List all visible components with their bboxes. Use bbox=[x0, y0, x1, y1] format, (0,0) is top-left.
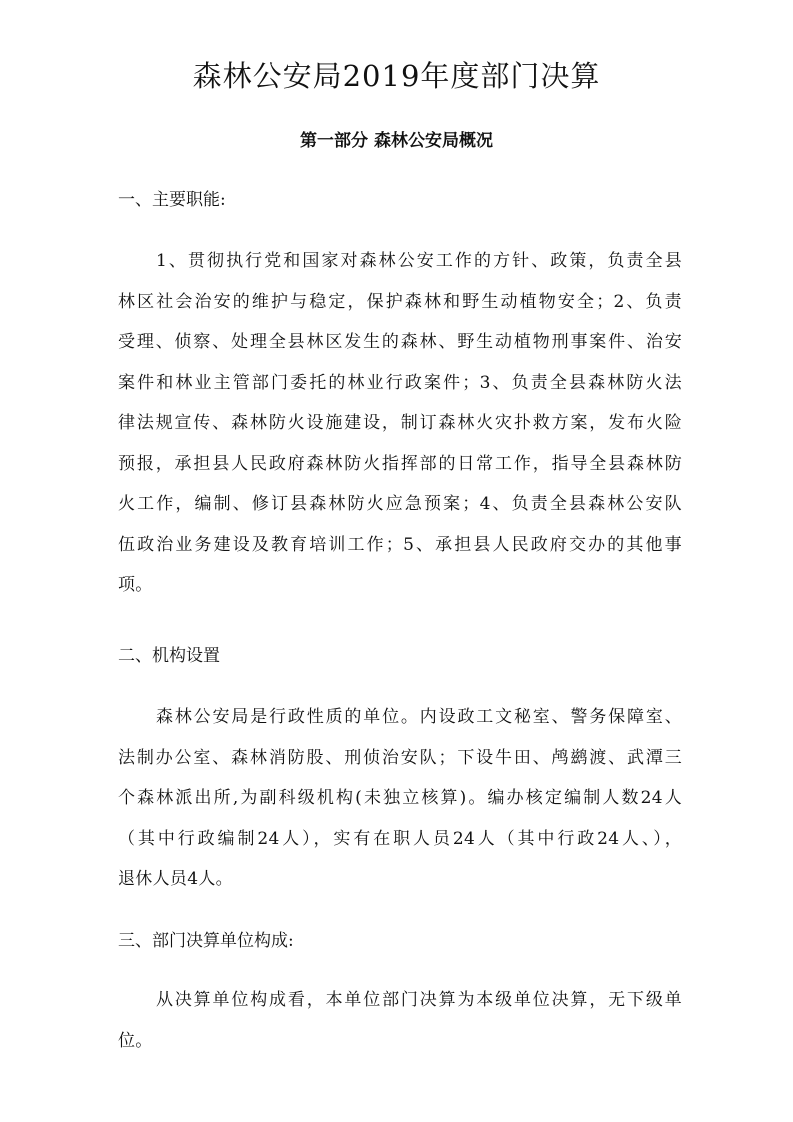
text-line: 预报，承担县人民政府森林防火指挥部的日常工作，指导全县森林防 bbox=[118, 453, 682, 474]
section-heading-organization: 二、机构设置 bbox=[118, 646, 220, 666]
text-line: 法制办公室、森林消防股、刑侦治安队；下设牛田、鸬鹚渡、武潭三 bbox=[118, 747, 682, 768]
text-line: 个森林派出所,为副科级机构(未独立核算)。编办核定编制人数24人 bbox=[118, 788, 682, 808]
text-line: 林区社会治安的维护与稳定，保护森林和野生动植物安全；2、负责 bbox=[118, 291, 682, 312]
section-body-composition bbox=[118, 980, 682, 1061]
text-line: 1、贯彻执行党和国家对森林公安工作的方针、政策，负责全县 bbox=[156, 251, 682, 271]
section-heading-composition: 三、部门决算单位构成: bbox=[118, 931, 294, 951]
document-title: 森林公安局2019年度部门决算 bbox=[192, 59, 601, 93]
text-line: 案件和林业主管部门委托的林业行政案件；3、负责全县森林防火法 bbox=[118, 372, 682, 393]
text-line: 森林公安局是行政性质的单位。内设政工文秘室、警务保障室、 bbox=[156, 707, 682, 727]
section-body-organization bbox=[118, 697, 682, 900]
text-line: 项。 bbox=[118, 575, 153, 595]
text-line: 位。 bbox=[118, 1030, 153, 1051]
text-line: 伍政治业务建设及教育培训工作；5、承担县人民政府交办的其他事 bbox=[118, 534, 682, 555]
text-line: 律法规宣传、森林防火设施建设，制订森林火灾扑救方案，发布火险 bbox=[118, 413, 682, 433]
text-line: 火工作，编制、修订县森林防火应急预案；4、负责全县森林公安队 bbox=[118, 494, 682, 514]
text-line: 从决算单位构成看，本单位部门决算为本级单位决算，无下级单 bbox=[156, 990, 682, 1010]
part-title: 第一部分 森林公安局概况 bbox=[300, 131, 493, 151]
text-line: （其中行政编制24人），实有在职人员24人（其中行政24人、）， bbox=[118, 828, 682, 849]
section-heading-functions: 一、主要职能: bbox=[118, 190, 226, 210]
text-line: 受理、侦察、处理全县林区发生的森林、野生动植物刑事案件、治安 bbox=[118, 332, 682, 352]
section-body-functions bbox=[118, 241, 682, 606]
text-line: 退休人员4人。 bbox=[118, 869, 233, 889]
